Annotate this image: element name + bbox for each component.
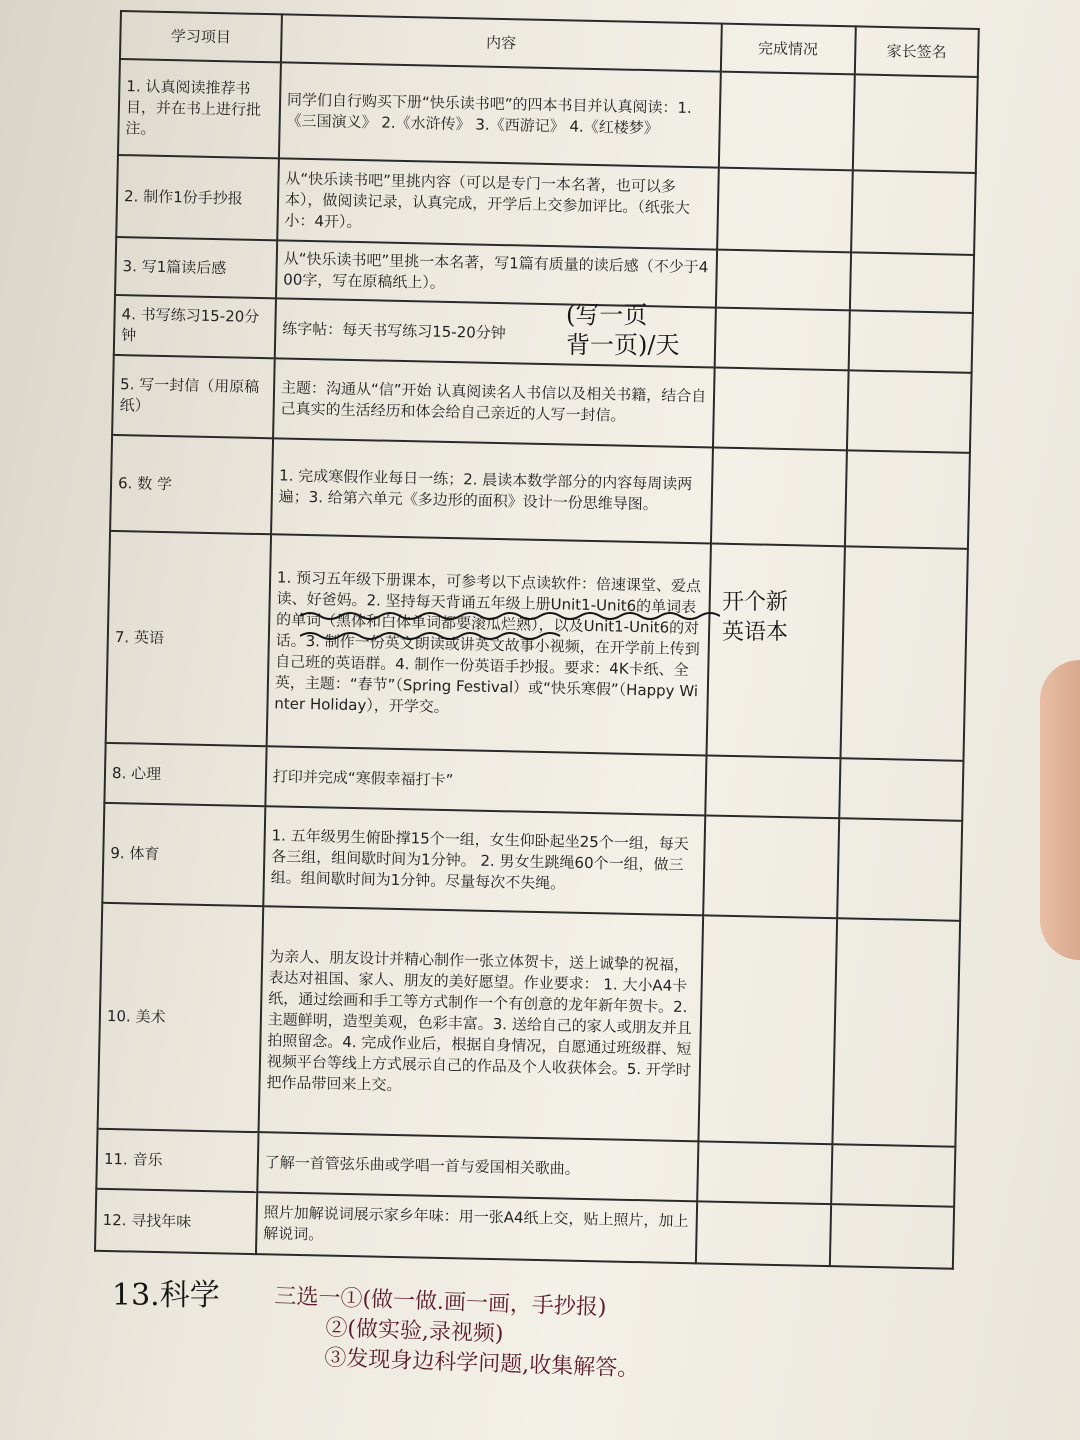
handwritten-science-title: 13.科学 [112, 1278, 220, 1313]
signature-cell [837, 818, 962, 921]
row-content: 主题：沟通从“信”开始 认真阅读名人书信以及相关书籍，结合自己真实的生活经历和体会给自己亲近的人写一封信。 [273, 358, 714, 447]
signature-cell [840, 546, 968, 761]
signature-cell [830, 1204, 955, 1269]
row-item: 8. 心理 [104, 743, 266, 806]
signature-cell [848, 310, 973, 373]
row-item: 12. 寻找年味 [95, 1189, 257, 1254]
row-content: 1. 预习五年级下册课本，可参考以下点读软件：倍速课堂、爱点读、好爸妈。2. 坚持每天背诵五年级上册Unit1-Unit6的单词表的单词（黑体和白体单词都要滚瓜烂熟），以及Unit1-Unit6的对话。3. 制作一份英文朗读或讲英文故事小视频，在开学前上传到自己班的英语群。4. 制作一份英语手抄报。要求：4K卡纸、全英，主题：“春节”（Spring Festival）或“快乐寒假”（Happy Winter Holiday），开学交。 [266, 534, 710, 755]
table-row [98, 903, 961, 1147]
handwritten-english-note [722, 588, 788, 648]
row-item: 6. 数 学 [110, 435, 273, 534]
row-content: 照片加解说词展示家乡年味：用一张A4纸上交，贴上照片，加上解说词。 [256, 1192, 697, 1263]
completion-cell [698, 915, 837, 1144]
completion-cell [714, 308, 849, 371]
row-item: 2. 制作1份手抄报 [116, 155, 279, 240]
signature-cell [851, 170, 976, 255]
completion-cell [703, 815, 839, 918]
completion-cell [711, 448, 847, 547]
completion-cell [705, 755, 840, 818]
row-item: 5. 写一封信（用原稿纸） [112, 355, 275, 438]
row-content: 从“快乐读书吧”里挑内容（可以是专门一本名著，也可以多本），做阅读记录，认真完成，开学后上交参加评比。（纸张大小：4开）。 [277, 158, 718, 249]
handwritten-calligraphy-note [566, 300, 679, 360]
signature-cell [847, 370, 972, 453]
row-content: 同学们自行购买下册“快乐读书吧”的四本书目并认真阅读：1.《三国演义》 2.《水浒传》 3.《西游记》 4.《红楼梦》 [279, 62, 721, 167]
header-content: 内容 [281, 14, 722, 71]
row-content: 练字帖：每天书写练习15-20分钟 [275, 298, 716, 367]
row-item: 9. 体育 [102, 803, 265, 906]
row-item: 1. 认真阅读推荐书目，并在书上进行批注。 [118, 59, 281, 158]
table-row [102, 803, 962, 921]
handwritten-science-notes [272, 1282, 642, 1385]
signature-cell [850, 252, 975, 313]
english-note-line-1: 开个新 [722, 590, 789, 615]
science-note-line-2: ②(做实验,录视频) [324, 1315, 504, 1347]
header-completion: 完成情况 [720, 24, 855, 75]
signature-cell [831, 1144, 956, 1207]
completion-cell [715, 250, 850, 311]
row-content: 为亲人、朋友设计并精心制作一张立体贺卡，送上诚挚的祝福，表达对祖国、家人、朋友的美好愿望。作业要求： 1. 大小A4卡纸，通过绘画和手工等方式制作一个有创意的龙年新年贺卡。2. 主题鲜明，造型美观，色彩丰富。3. 送给自己的家人或朋友并且拍照留念。4. 完成作业后，根据自身情况，自愿通过班级群、短视频平台等线上方式展示自己的作品及个人收获体会。5. 开学时把作品带回来上交。 [258, 906, 702, 1141]
row-item: 11. 音乐 [96, 1129, 258, 1192]
row-item: 7. 英语 [106, 531, 271, 746]
signature-cell [832, 918, 960, 1147]
row-content: 了解一首管弦乐曲或学唱一首与爱国相关歌曲。 [257, 1132, 698, 1201]
science-note-line-3: ③发现身边科学问题,收集解答。 [323, 1345, 640, 1382]
calligraphy-note-line-2: 背一页)/天 [566, 331, 680, 359]
table-row [118, 59, 978, 173]
header-parent-signature: 家长签名 [854, 26, 978, 77]
holding-thumb [1040, 660, 1080, 960]
signature-cell [852, 74, 977, 173]
calligraphy-note-line-1: (写一页 [566, 301, 648, 329]
row-content: 1. 完成寒假作业每日一练；2. 晨读本数学部分的内容每周读两遍；3. 给第六单元《多边形的面积》设计一份思维导图。 [271, 438, 713, 543]
row-content: 打印并完成“寒假幸福打卡” [265, 746, 706, 815]
completion-cell [706, 543, 844, 758]
row-item: 3. 写1篇读后感 [115, 237, 277, 298]
science-note-line-1: 三选一①(做一做.画一画，手抄报) [274, 1283, 607, 1321]
completion-cell [717, 168, 853, 253]
header-study-item: 学习项目 [120, 11, 282, 62]
row-content: 1. 五年级男生俯卧撑15个一组，女生仰卧起坐25个一组，每天各三组，组间歇时间为1分钟。 2. 男女生跳绳60个一组，做三组。组间歇时间为1分钟。尽量每次不失绳。 [263, 806, 705, 915]
completion-cell [718, 72, 854, 171]
signature-cell [839, 758, 964, 821]
table-row [106, 531, 968, 761]
completion-cell [713, 368, 849, 451]
english-note-line-2: 英语本 [722, 620, 789, 645]
row-item: 10. 美术 [98, 903, 264, 1132]
handwritten-underline [300, 610, 720, 640]
row-content: 从“快乐读书吧”里挑一本名著，写1篇有质量的读后感（不少于400字，写在原稿纸上）。 [276, 240, 717, 307]
signature-cell [845, 450, 970, 549]
completion-cell [697, 1141, 832, 1204]
completion-cell [695, 1201, 830, 1266]
row-item: 4. 书写练习15-20分钟 [114, 295, 276, 358]
table-row [110, 435, 970, 549]
